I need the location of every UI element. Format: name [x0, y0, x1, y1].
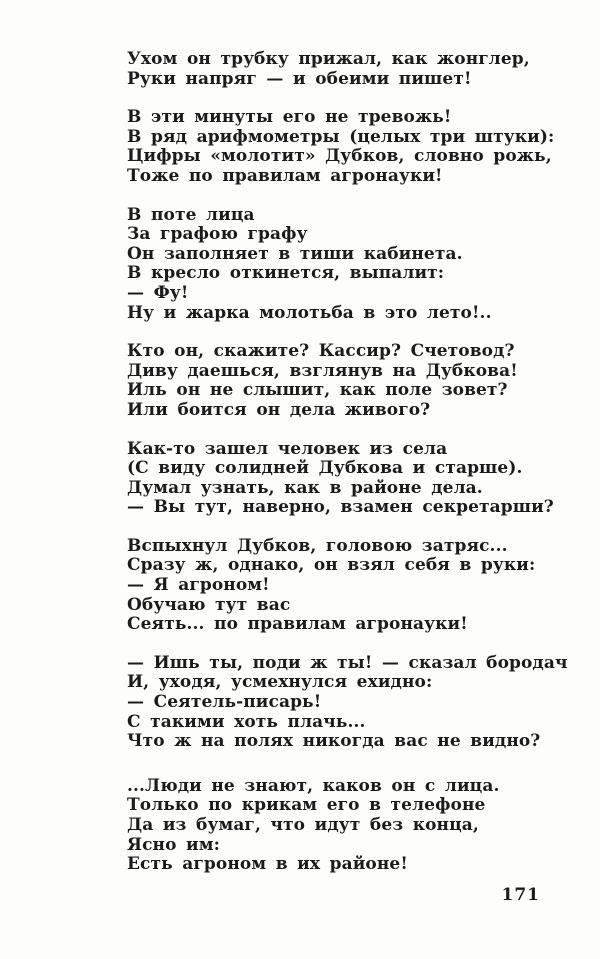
poem-line: — Ишь ты, поди ж ты! — сказал бородач — [127, 652, 568, 673]
poem-line: Цифры «молотит» Дубков, словно рожь, — [127, 146, 552, 167]
poem-line: Сразу ж, однако, он взял себя в руки: — [127, 555, 536, 576]
poem-line: Ясно им: — [127, 834, 220, 855]
poem-line: Тоже по правилам агронауки! — [127, 165, 443, 186]
poem-line: Кто он, скажите? Кассир? Счетовод? — [127, 341, 515, 362]
poem-line: В эти минуты его не тревожь! — [127, 107, 452, 128]
poem-line: Или боится он дела живого? — [127, 399, 431, 420]
poem-line: Что ж на полях никогда вас не видно? — [127, 731, 541, 752]
poem-line: — Я агроном! — [127, 575, 270, 596]
poem-line: В ряд арифмометры (целых три штуки): — [127, 126, 555, 147]
poem-line: Да из бумаг, что идут без конца, — [127, 815, 479, 835]
poem-line: Он заполняет в тиши кабинета. — [127, 243, 463, 264]
poem-line: Ухом он трубку прижал, как жонглер, — [127, 49, 530, 69]
poem-line: — Сеятель-писарь! — [127, 692, 322, 713]
poem-line: И, уходя, усмехнулся ехидно: — [127, 672, 433, 693]
poem-line: В кресло откинется, выпалит: — [127, 263, 445, 284]
poem-line: За графою графу — [127, 224, 308, 245]
poem-stanza — [127, 107, 555, 186]
poem-stanza — [127, 537, 537, 635]
poem-stanza — [127, 206, 537, 324]
poem-line: В поте лица — [127, 204, 255, 225]
poem-line: — Фу! — [127, 282, 189, 303]
poem-line: С такими хоть плачь... — [127, 711, 366, 732]
poem-line: (С виду солидней Дубкова и старше). — [127, 458, 523, 479]
poem-line: Обучаю тут вас — [127, 594, 291, 615]
poem-stanza — [127, 777, 537, 875]
poem-stanza — [127, 652, 568, 752]
poem-line: Думал узнать, как в районе дела. — [127, 477, 483, 498]
poem-stanza — [127, 438, 554, 518]
poem-line: Диву даешься, взглянув на Дубкова! — [127, 360, 518, 381]
poem-line: Как-то зашел человек из села — [127, 438, 448, 459]
poem-line: Иль он не слышит, как поле зовет? — [127, 380, 508, 401]
poem-line: Есть агроном в их районе! — [127, 854, 408, 875]
poem-line: Руки напряг — и обеими пишет! — [127, 68, 472, 89]
poem-line: ...Люди не знают, каков он с лица. — [127, 775, 500, 796]
poem-stanza — [127, 50, 537, 89]
page-number: 171 — [501, 885, 540, 905]
poem-stanza — [127, 342, 537, 420]
poem-line: Только по крикам его в телефоне — [127, 795, 486, 816]
poem-line: Вспыхнул Дубков, головою затряс... — [127, 535, 508, 556]
poem-line: Сеять... по правилам агронауки! — [127, 614, 468, 635]
poem-line: Ну и жарка молотьба в это лето!.. — [127, 302, 492, 323]
poem — [127, 49, 568, 894]
poem-line: — Вы тут, наверно, взамен секретарши? — [127, 497, 554, 518]
